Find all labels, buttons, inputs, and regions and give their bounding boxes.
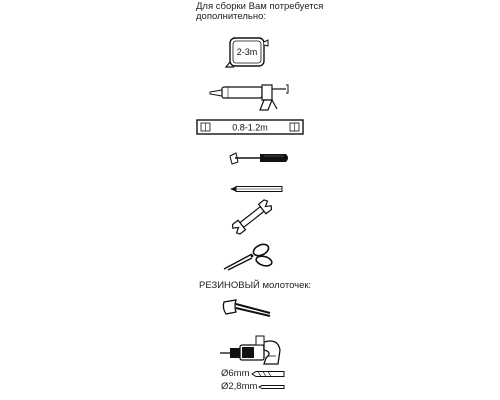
wrench-icon xyxy=(230,200,274,234)
drill-icon xyxy=(218,328,284,368)
screwdriver-icon xyxy=(228,150,292,168)
drill-bit-28-label: Ø2,8mm xyxy=(221,381,258,392)
scissors-icon xyxy=(222,240,274,272)
drill-bit-6-label: Ø6mm xyxy=(221,368,250,379)
intro-line-2: дополнительно: xyxy=(196,11,267,22)
rubber-mallet-icon xyxy=(220,294,274,324)
pencil-icon xyxy=(228,184,286,194)
caulking-gun-icon xyxy=(208,76,290,112)
spirit-level-label: 0.8-1.2m xyxy=(232,122,268,133)
drill-bit-icon xyxy=(258,382,286,392)
rubber-mallet-heading: РЕЗИНОВЫЙ молоточек: xyxy=(199,280,312,291)
tape-measure-icon xyxy=(224,34,270,70)
intro-line-1: Для сборки Вам потребуется xyxy=(196,1,324,12)
tape-measure-label: 2-3m xyxy=(236,47,258,57)
spirit-level-icon xyxy=(196,118,304,136)
drill-bit-icon xyxy=(250,369,286,379)
